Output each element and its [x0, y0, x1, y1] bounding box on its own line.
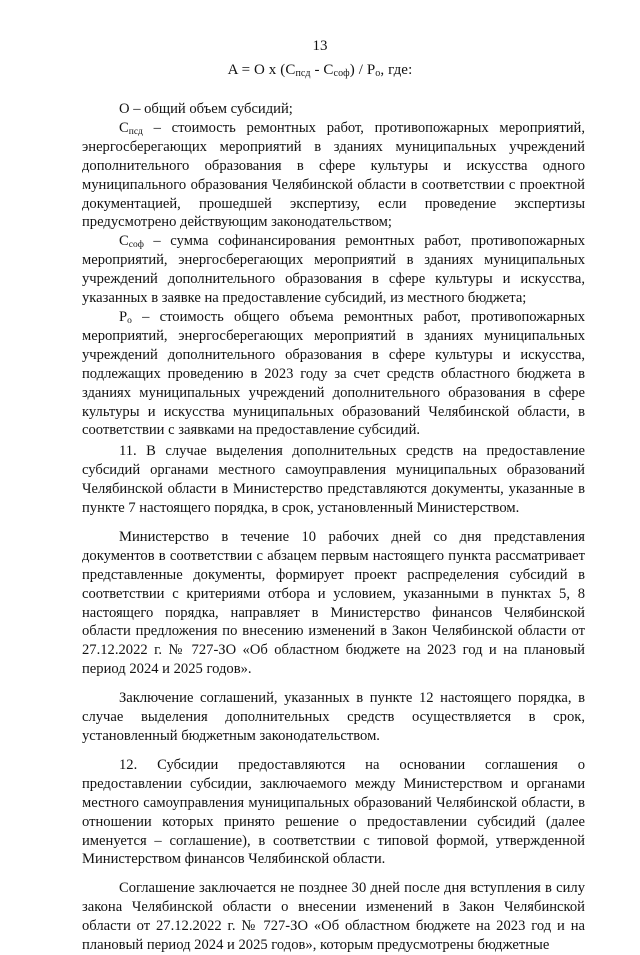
definition-c-psd-text: – стоимость ремонтных работ, противопожарных мероприятий, энергосберегающих мероприятий в зданиях муниципальных учреждений дополнительного образования в сфере культуры и искусства одного муниципального образования Челябинской области в соответствии с проектной документацией, прошедшей экспертизу, если проведение экспертизы предусмотрено действующим законодательством; — [82, 119, 585, 231]
formula-lhs: A = O x (С — [227, 62, 296, 78]
symbol-letter: Р — [119, 308, 128, 325]
formula — [0, 62, 640, 79]
symbol-c-psd — [119, 120, 143, 136]
document-body — [82, 100, 585, 955]
formula-div: ) / Р — [349, 62, 376, 78]
definition-o — [82, 100, 585, 119]
symbol-p-o — [119, 309, 132, 325]
paragraph-12: 12. Субсидии предоставляются на основании соглашения о предоставлении субсидии, заключаемого между Министерством и органами местного самоуправления муниципальных образований Челябинской области, в отношении которых принято решение о предоставлении субсидий (далее именуется – соглашение), в соответствии с типовой формой, утвержденной Министерством финансов Челябинской области. — [82, 756, 585, 868]
formula-mid: - С — [310, 62, 334, 78]
paragraph-agreements-deadline: Заключение соглашений, указанных в пункте 12 настоящего порядка, в случае выделения дополнительных средств осуществляется в срок, установленный бюджетным законодательством. — [82, 690, 585, 744]
symbol-subscript: о — [127, 315, 132, 326]
formula-tail: , где: — [380, 62, 413, 78]
definition-c-sof-text: – сумма софинансирования ремонтных работ, противопожарных мероприятий, энергосберегающих мероприятий в зданиях муниципальных учреждений дополнительного образования в сфере культуры и искусства, указанных в заявке на предоставление субсидий, из местного бюджета; — [82, 233, 585, 307]
symbol-subscript: соф — [128, 240, 144, 251]
paragraph-ministry-review: Министерство в течение 10 рабочих дней со дня представления документов в соответствии с абзацем первым настоящего пункта рассматривает представленные документы, формирует проект распределения субсидий в соответствии с критериями отбора и условием, указанными в пунктах 5, 8 настоящего порядка, направляет в Министерство финансов Челябинской области предложения по внесению изменений в Закон Челябинской области от 27.12.2022 г. № 727-ЗО «Об областном бюджете на 2023 год и на плановый период 2024 и 2025 годов». — [82, 528, 585, 678]
symbol-letter: С — [119, 233, 129, 250]
definition-p-o-text: – стоимость общего объема ремонтных работ, противопожарных мероприятий, энергосберегающих мероприятий в зданиях муниципальных учреждений дополнительного образования в сфере культуры и искусства, подлежащих проведению в 2023 году за счет средств областного бюджета в зданиях муниципальных учреждений дополнительного образования в сфере культуры и искусства муниципальных образований Челябинской области, в соответствии с заявками на предоставление субсидий. — [82, 308, 585, 439]
formula-sub-o: о — [375, 68, 381, 79]
definition-p-o — [82, 308, 585, 440]
symbol-letter: С — [119, 119, 129, 136]
symbol-subscript: псд — [128, 126, 143, 137]
formula-sub-sof: соф — [333, 68, 350, 79]
formula-sub-psd: псд — [295, 68, 311, 79]
definition-c-psd — [82, 119, 585, 232]
page-number: 13 — [312, 38, 328, 54]
paragraph-agreement-conclusion: Соглашение заключается не позднее 30 дней после дня вступления в силу закона Челябинской области о внесении изменений в Закон Челябинской области от 27.12.2022 г. № 727-ЗО «Об областном бюджете на 2023 год и на плановый период 2024 и 2025 годов», которым предусмотрены бюджетные — [82, 880, 585, 954]
symbol-c-sof — [119, 233, 144, 249]
definition-c-sof — [82, 232, 585, 308]
definition-o-text: О – общий объем субсидий; — [119, 101, 293, 117]
paragraph-11: 11. В случае выделения дополнительных средств на предоставление субсидий органами местного самоуправления муниципальных образований Челябинской области в Министерство представляются документы, указанные в пункте 7 настоящего порядка, в срок, установленный Министерством. — [82, 443, 585, 517]
